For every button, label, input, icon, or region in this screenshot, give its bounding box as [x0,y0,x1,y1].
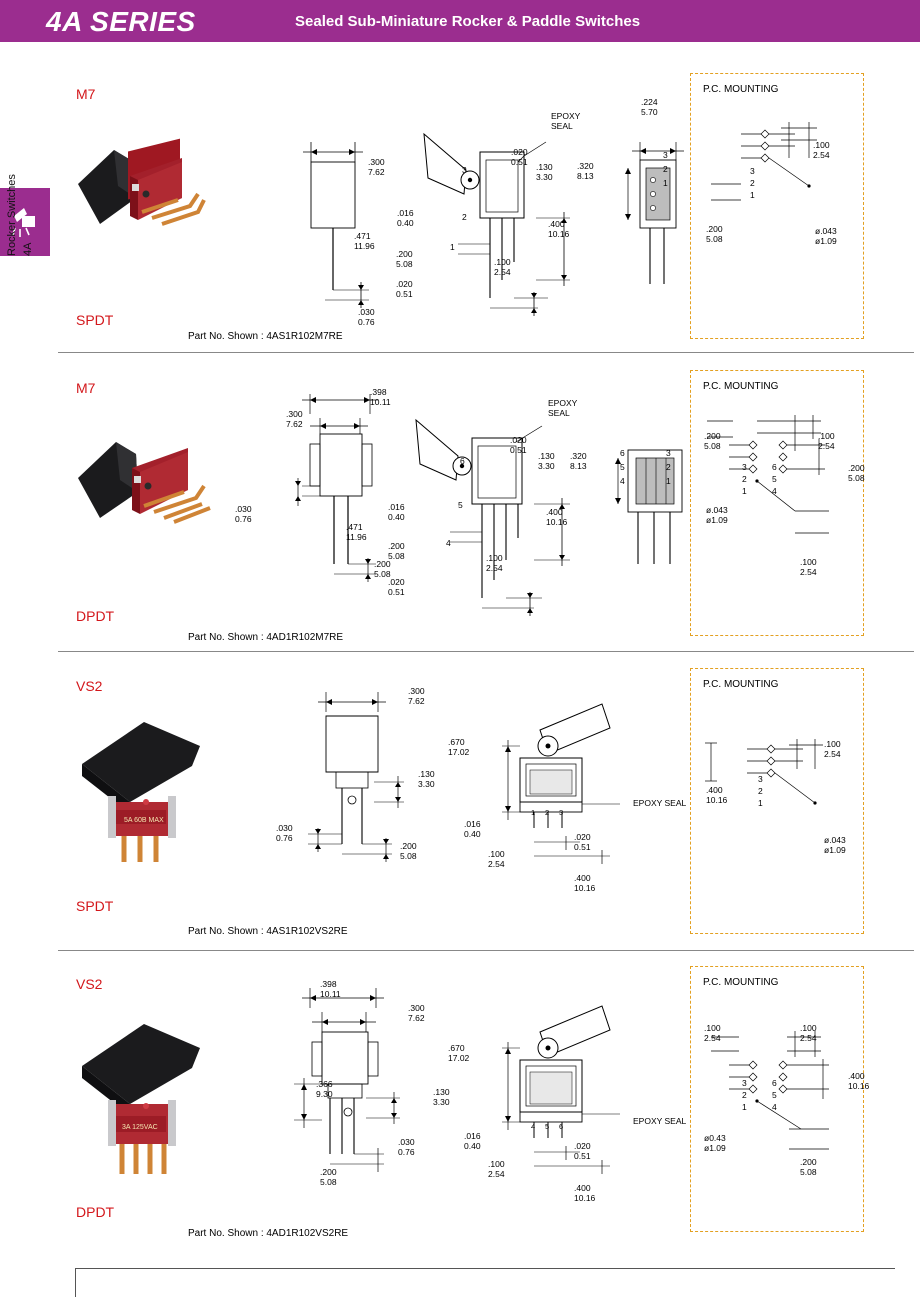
pc-dimension-label: ø0.43 ø1.09 [704,1133,726,1153]
pin-number: 4 [446,538,451,548]
dimension-label: .366 9.30 [316,1079,333,1099]
pc-pin-number: 4 [772,1102,777,1112]
pc-pin-number: 6 [772,1078,777,1088]
dimension-label: .200 5.08 [320,1167,337,1187]
pc-pin-number: 3 [758,774,763,784]
pole-label: DPDT [76,1204,115,1220]
dimension-label: .130 3.30 [433,1087,450,1107]
page-header [0,0,920,42]
dimension-label: .300 7.62 [368,157,385,177]
dimension-label: .670 17.02 [448,737,470,757]
pc-pin-number: 3 [742,462,747,472]
dimension-label: .130 3.30 [418,769,435,789]
pc-pin-number: 1 [742,1102,747,1112]
part-number: Part No. Shown : 4AS1R102M7RE [188,331,343,342]
dimension-label: .100 2.54 [488,849,505,869]
pc-dimension-label: .400 10.16 [706,785,728,805]
dimension-label: .398 10.11 [320,979,341,999]
product-photo [70,132,210,247]
product-photo [72,706,222,866]
pc-pin-number: 1 [758,798,763,808]
pc-dimension-label: .200 5.08 [800,1157,817,1177]
pc-dimension-label: .100 2.54 [704,1023,721,1043]
front-view-drawing [278,682,438,902]
side-section-drawing [490,1002,690,1202]
pc-mounting-title: P.C. MOUNTING [703,679,779,690]
pin-number: 1 [450,242,455,252]
pin-number: 4 [620,476,625,486]
pc-pin-number: 5 [772,1090,777,1100]
pc-pin-number: 2 [742,474,747,484]
pc-mounting-title: P.C. MOUNTING [703,381,779,392]
pin-number: 6 [559,1122,564,1131]
dimension-label: .020 0.51 [574,1141,591,1161]
pc-mounting-title: P.C. MOUNTING [703,977,779,988]
dimension-label: .200 5.08 [396,249,413,269]
dimension-label: .100 2.54 [494,257,511,277]
side-tab-label-2: 4A [22,242,34,256]
dimension-label: .020 0.51 [511,147,528,167]
pc-pin-number: 3 [750,166,755,176]
pc-mounting-box [690,966,864,1232]
pin-number: 3 [666,448,671,458]
pin-number: 5 [458,500,463,510]
dimension-label: .320 8.13 [577,161,594,181]
dimension-label: .020 0.51 [388,577,405,597]
pc-pin-number: 1 [742,486,747,496]
dimension-label: .020 0.51 [574,832,591,852]
pc-dimension-label: .100 2.54 [800,1023,817,1043]
dimension-label: .100 2.54 [486,553,503,573]
dimension-label: .130 3.30 [536,162,553,182]
pin-number: 2 [666,462,671,472]
pc-dimension-label: ø.043 ø1.09 [824,835,846,855]
pin-number: 6 [620,448,625,458]
part-number: Part No. Shown : 4AD1R102VS2RE [188,1228,349,1239]
section-m7-spdt [58,62,914,352]
pin-number: 2 [545,808,550,817]
pole-label: SPDT [76,898,114,914]
dimension-label: .100 2.54 [488,1159,505,1179]
dimension-label: .300 7.62 [408,686,425,706]
part-number: Part No. Shown : 4AS1R102VS2RE [188,926,348,937]
dimension-label: .030 0.76 [276,823,293,843]
page-subtitle: Sealed Sub-Miniature Rocker & Paddle Switches [295,13,641,30]
pc-dimension-label: ø.043 ø1.09 [815,226,837,246]
front-view-drawing [273,122,403,337]
pin-number: 1 [663,178,668,188]
dimension-label: .300 7.62 [408,1003,425,1023]
pc-pin-number: 5 [772,474,777,484]
pc-mounting-box [690,370,864,636]
header-left-block [0,0,30,42]
footer-rule-vertical [75,1268,76,1297]
dimension-label: .016 0.40 [464,1131,481,1151]
dimension-label: .670 17.02 [448,1043,470,1063]
section-vs2-dpdt [58,956,914,1246]
pc-dimension-label: .200 5.08 [848,463,865,483]
dimension-label: .016 0.40 [388,502,405,522]
section-m7-dpdt [58,360,914,650]
dimension-label: .471 11.96 [346,522,367,542]
pin-number: 2 [462,212,467,222]
pc-pin-number: 2 [758,786,763,796]
pole-label: SPDT [76,312,114,328]
section-divider [58,950,914,951]
dimension-label: .200 5.08 [374,559,391,579]
section-divider [58,352,914,353]
pin-number: 2 [663,164,668,174]
pc-dimension-label: .100 2.54 [813,140,830,160]
pc-pin-number: 3 [742,1078,747,1088]
pc-pin-number: 2 [742,1090,747,1100]
model-label: M7 [76,86,96,102]
side-tab-label-1: Rocker Switches [6,174,18,256]
pc-dimension-label: .200 5.08 [706,224,723,244]
pc-pin-number: 1 [750,190,755,200]
dimension-label: .030 0.76 [398,1137,415,1157]
section-vs2-spdt [58,658,914,948]
dimension-label: .130 3.30 [538,451,555,471]
dimension-label: .016 0.40 [397,208,414,228]
dimension-label: .020 0.51 [396,279,413,299]
pin-number: 5 [545,1122,550,1131]
dimension-label: .400 10.16 [546,507,568,527]
dimension-label: .300 7.62 [286,409,303,429]
model-label: VS2 [76,976,103,992]
pc-dimension-label: .200 5.08 [704,431,721,451]
dimension-label: .030 0.76 [235,504,252,524]
pc-dimension-label: .100 2.54 [824,739,841,759]
dimension-label: .200 5.08 [400,841,417,861]
epoxy-seal-label: EPOXY SEAL [551,111,581,131]
pc-dimension-label: .100 2.54 [818,431,835,451]
pole-label: DPDT [76,608,115,624]
product-photo [70,422,220,542]
pin-number: 3 [462,165,467,175]
product-photo [72,1008,222,1178]
section-divider [58,651,914,652]
pc-pin-number: 2 [750,178,755,188]
dimension-label: .320 8.13 [570,451,587,471]
dimension-label: .471 11.96 [354,231,375,251]
pc-pin-number: 6 [772,462,777,472]
model-label: VS2 [76,678,103,694]
pc-pin-number: 4 [772,486,777,496]
side-section-drawing [490,700,690,890]
dimension-label: .224 5.70 [641,97,658,117]
epoxy-seal-label: EPOXY SEAL [633,798,687,808]
page-title: 4A SERIES [46,6,196,37]
footer-rule [75,1268,895,1269]
pin-number: 4 [531,1122,536,1131]
epoxy-seal-label: EPOXY SEAL [548,398,578,418]
dimension-label: .030 0.76 [358,307,375,327]
dimension-label: .020 0.51 [510,435,527,455]
pc-dimension-label: ø.043 ø1.09 [706,505,728,525]
dimension-label: .400 10.16 [574,1183,596,1203]
dimension-label: .400 10.16 [548,219,570,239]
pc-mounting-box [690,73,864,339]
pin-number: 3 [663,150,668,160]
pc-dimension-label: .400 10.16 [848,1071,870,1091]
pin-number: 1 [666,476,671,486]
dimension-label: .200 5.08 [388,541,405,561]
pin-number: 1 [531,808,536,817]
dimension-label: .016 0.40 [464,819,481,839]
dimension-label: .398 10.11 [370,387,391,407]
pc-dimension-label: .100 2.54 [800,557,817,577]
svg-text:3A 125VAC: 3A 125VAC [122,1124,158,1131]
pin-number: 5 [620,462,625,472]
epoxy-seal-label: EPOXY SEAL [633,1116,687,1126]
model-label: M7 [76,380,96,396]
pin-number: 6 [460,456,465,466]
svg-text:5A 60B MAX: 5A 60B MAX [124,817,164,824]
pc-mounting-title: P.C. MOUNTING [703,84,779,95]
part-number: Part No. Shown : 4AD1R102M7RE [188,632,344,643]
dimension-label: .400 10.16 [574,873,596,893]
pin-number: 3 [559,808,564,817]
